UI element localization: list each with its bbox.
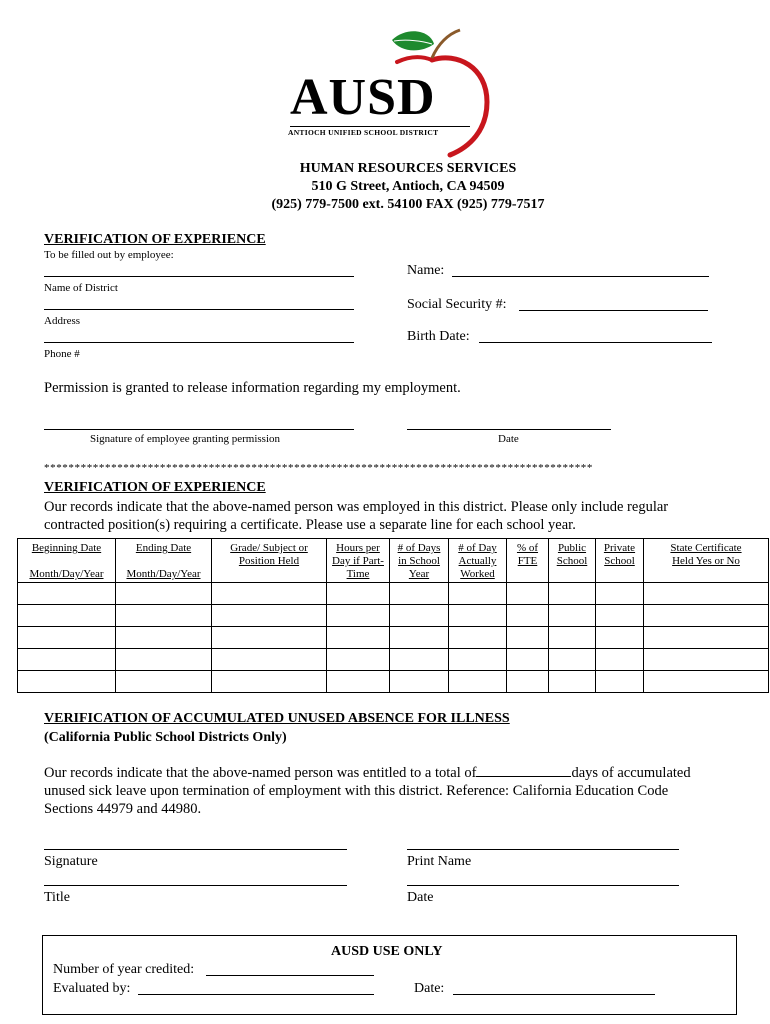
- table-cell[interactable]: [18, 649, 116, 671]
- table-cell[interactable]: [212, 671, 327, 693]
- table-cell[interactable]: [449, 671, 507, 693]
- ssn-field[interactable]: [519, 310, 708, 311]
- column-header-text: Day if Part-: [332, 555, 384, 567]
- column-header-text: Year: [408, 568, 430, 580]
- hr-phone: (925) 779-7500 ext. 54100 FAX (925) 779-7517: [271, 197, 545, 212]
- ausd-use-only-title: AUSD USE ONLY: [331, 944, 443, 959]
- employee-date-label: Date: [498, 433, 519, 445]
- column-header: [507, 539, 549, 583]
- ausd-use-only-box: [42, 935, 737, 1015]
- column-header: [449, 539, 507, 583]
- ausd-date-label: Date:: [414, 981, 445, 996]
- table-cell[interactable]: [327, 605, 390, 627]
- column-header: [212, 539, 327, 583]
- table-cell[interactable]: [507, 627, 549, 649]
- table-cell[interactable]: [644, 649, 769, 671]
- table-cell[interactable]: [327, 583, 390, 605]
- table-cell[interactable]: [327, 649, 390, 671]
- table-cell[interactable]: [116, 605, 212, 627]
- table-cell[interactable]: [644, 605, 769, 627]
- section3-para-text-b: days of accumulated: [571, 765, 691, 781]
- column-header-text: School: [556, 555, 588, 567]
- column-header: [327, 539, 390, 583]
- table-cell[interactable]: [327, 627, 390, 649]
- column-header-text: Month/Day/Year: [126, 568, 201, 580]
- district-date-label: Date: [407, 890, 434, 905]
- hr-address: 510 G Street, Antioch, CA 94509: [311, 179, 505, 194]
- table-cell[interactable]: [549, 583, 596, 605]
- section3-paragraph-line2: unused sick leave upon termination of employment with this district. Reference: California Education Code: [44, 783, 669, 799]
- column-header-text: Actually: [458, 555, 497, 567]
- table-cell[interactable]: [212, 627, 327, 649]
- table-cell[interactable]: [116, 671, 212, 693]
- column-header-text: Private: [603, 542, 636, 554]
- name-field[interactable]: [452, 276, 709, 277]
- table-cell[interactable]: [116, 583, 212, 605]
- table-cell[interactable]: [390, 671, 449, 693]
- table-cell[interactable]: [18, 671, 116, 693]
- column-header-text: Ending Date: [135, 542, 192, 554]
- employee-signature-label: Signature of employee granting permission: [90, 433, 281, 445]
- table-cell[interactable]: [596, 649, 644, 671]
- column-header-text: % of: [516, 542, 539, 554]
- table-cell[interactable]: [116, 649, 212, 671]
- table-cell[interactable]: [449, 605, 507, 627]
- section2-paragraph-line2: contracted position(s) requiring a certificate. Please use a separate line for each school year.: [44, 517, 576, 533]
- hr-title: HUMAN RESOURCES SERVICES: [299, 161, 517, 176]
- title-label: Title: [44, 890, 70, 905]
- table-cell[interactable]: [449, 649, 507, 671]
- table-cell[interactable]: [212, 605, 327, 627]
- logo-subtitle: ANTIOCH UNIFIED SCHOOL DISTRICT: [288, 128, 439, 137]
- column-header-text: Worked: [460, 568, 495, 580]
- address-field[interactable]: [44, 309, 354, 310]
- table-row: [18, 671, 769, 693]
- table-cell[interactable]: [507, 605, 549, 627]
- table-cell[interactable]: [390, 649, 449, 671]
- table-cell[interactable]: [507, 649, 549, 671]
- table-row: [18, 605, 769, 627]
- experience-table: [17, 538, 769, 693]
- district-date-field[interactable]: [407, 885, 679, 886]
- table-cell[interactable]: [549, 605, 596, 627]
- table-row: [18, 627, 769, 649]
- column-header-text: Grade/ Subject or: [230, 542, 308, 554]
- column-header-text: Beginning Date: [31, 542, 102, 554]
- evaluated-by-label: Evaluated by:: [53, 981, 131, 996]
- section3-para-text-a: Our records indicate that the above-named person was entitled to a total of: [44, 765, 477, 781]
- district-signature-label: Signature: [44, 854, 98, 869]
- section3-paragraph-line1: [44, 764, 691, 783]
- table-cell[interactable]: [549, 671, 596, 693]
- section3-subtitle: (California Public School Districts Only): [44, 730, 287, 745]
- table-header-row: [18, 539, 769, 583]
- table-cell[interactable]: [507, 671, 549, 693]
- column-header: [18, 539, 116, 583]
- logo-name: AUSD: [290, 69, 436, 126]
- table-row: [18, 583, 769, 605]
- table-cell[interactable]: [549, 649, 596, 671]
- address-label: Address: [44, 315, 81, 327]
- ssn-label: Social Security #:: [407, 297, 507, 312]
- column-header-text: Public: [557, 542, 587, 554]
- column-header-text: # of Day: [458, 542, 497, 554]
- birth-date-field[interactable]: [479, 342, 712, 343]
- section3-paragraph-line3: Sections 44979 and 44980.: [44, 801, 202, 817]
- ausd-logo: [282, 22, 497, 162]
- column-header: [596, 539, 644, 583]
- phone-field[interactable]: [44, 342, 354, 343]
- column-header-text: School: [604, 555, 635, 567]
- column-header-text: Month/Day/Year: [29, 568, 104, 580]
- table-cell[interactable]: [507, 583, 549, 605]
- employee-signature-field[interactable]: [44, 429, 354, 430]
- table-cell[interactable]: [18, 605, 116, 627]
- column-header: [549, 539, 596, 583]
- column-header-text: Time: [346, 568, 370, 580]
- table-cell[interactable]: [327, 671, 390, 693]
- column-header: [116, 539, 212, 583]
- table-cell[interactable]: [18, 627, 116, 649]
- evaluated-by-field[interactable]: [138, 994, 374, 995]
- table-cell[interactable]: [596, 583, 644, 605]
- district-signature-field[interactable]: [44, 849, 347, 850]
- district-name-field[interactable]: [44, 276, 354, 277]
- column-header: [390, 539, 449, 583]
- column-header-text: Held Yes or No: [672, 555, 740, 567]
- birth-date-label: Birth Date:: [407, 329, 470, 344]
- section1-instruction: To be filled out by employee:: [44, 249, 174, 261]
- table-cell[interactable]: [212, 583, 327, 605]
- column-header-text: Hours per: [336, 542, 380, 554]
- table-row: [18, 649, 769, 671]
- table-cell[interactable]: [212, 649, 327, 671]
- table-cell[interactable]: [390, 605, 449, 627]
- column-header-text: State Certificate: [670, 542, 742, 554]
- years-credited-label: Number of year credited:: [53, 962, 195, 977]
- table-cell[interactable]: [596, 627, 644, 649]
- section2-title: VERIFICATION OF EXPERIENCE: [44, 480, 266, 495]
- asterisk-divider: ******************************************************************************************: [44, 462, 593, 474]
- column-header-text: # of Days: [397, 542, 441, 554]
- permission-text: Permission is granted to release information regarding my employment.: [44, 380, 461, 396]
- section3-title: VERIFICATION OF ACCUMULATED UNUSED ABSENCE FOR ILLNESS: [44, 711, 510, 726]
- section2-paragraph-line1: Our records indicate that the above-named person was employed in this district. Please only include regular: [44, 499, 669, 515]
- district-name-label: Name of District: [44, 282, 118, 294]
- column-header-text: FTE: [517, 555, 538, 567]
- name-label: Name:: [407, 263, 445, 278]
- employee-date-field[interactable]: [407, 429, 611, 430]
- phone-label: Phone #: [44, 348, 80, 360]
- table-cell[interactable]: [449, 583, 507, 605]
- table-cell[interactable]: [449, 627, 507, 649]
- table-cell[interactable]: [18, 583, 116, 605]
- table-cell[interactable]: [596, 671, 644, 693]
- days-field[interactable]: [476, 764, 571, 777]
- table-cell[interactable]: [644, 627, 769, 649]
- table-cell[interactable]: [596, 605, 644, 627]
- column-header-text: in School: [398, 555, 440, 567]
- table-cell[interactable]: [644, 583, 769, 605]
- print-name-label: Print Name: [407, 854, 472, 869]
- table-cell[interactable]: [116, 627, 212, 649]
- table-cell[interactable]: [390, 627, 449, 649]
- ausd-date-field[interactable]: [453, 994, 655, 995]
- print-name-field[interactable]: [407, 849, 679, 850]
- column-header: [644, 539, 769, 583]
- table-cell[interactable]: [644, 671, 769, 693]
- table-cell[interactable]: [390, 583, 449, 605]
- table-cell[interactable]: [549, 627, 596, 649]
- section1-title: VERIFICATION OF EXPERIENCE: [44, 232, 266, 247]
- title-field[interactable]: [44, 885, 347, 886]
- years-credited-field[interactable]: [206, 975, 374, 976]
- column-header-text: Position Held: [238, 555, 300, 567]
